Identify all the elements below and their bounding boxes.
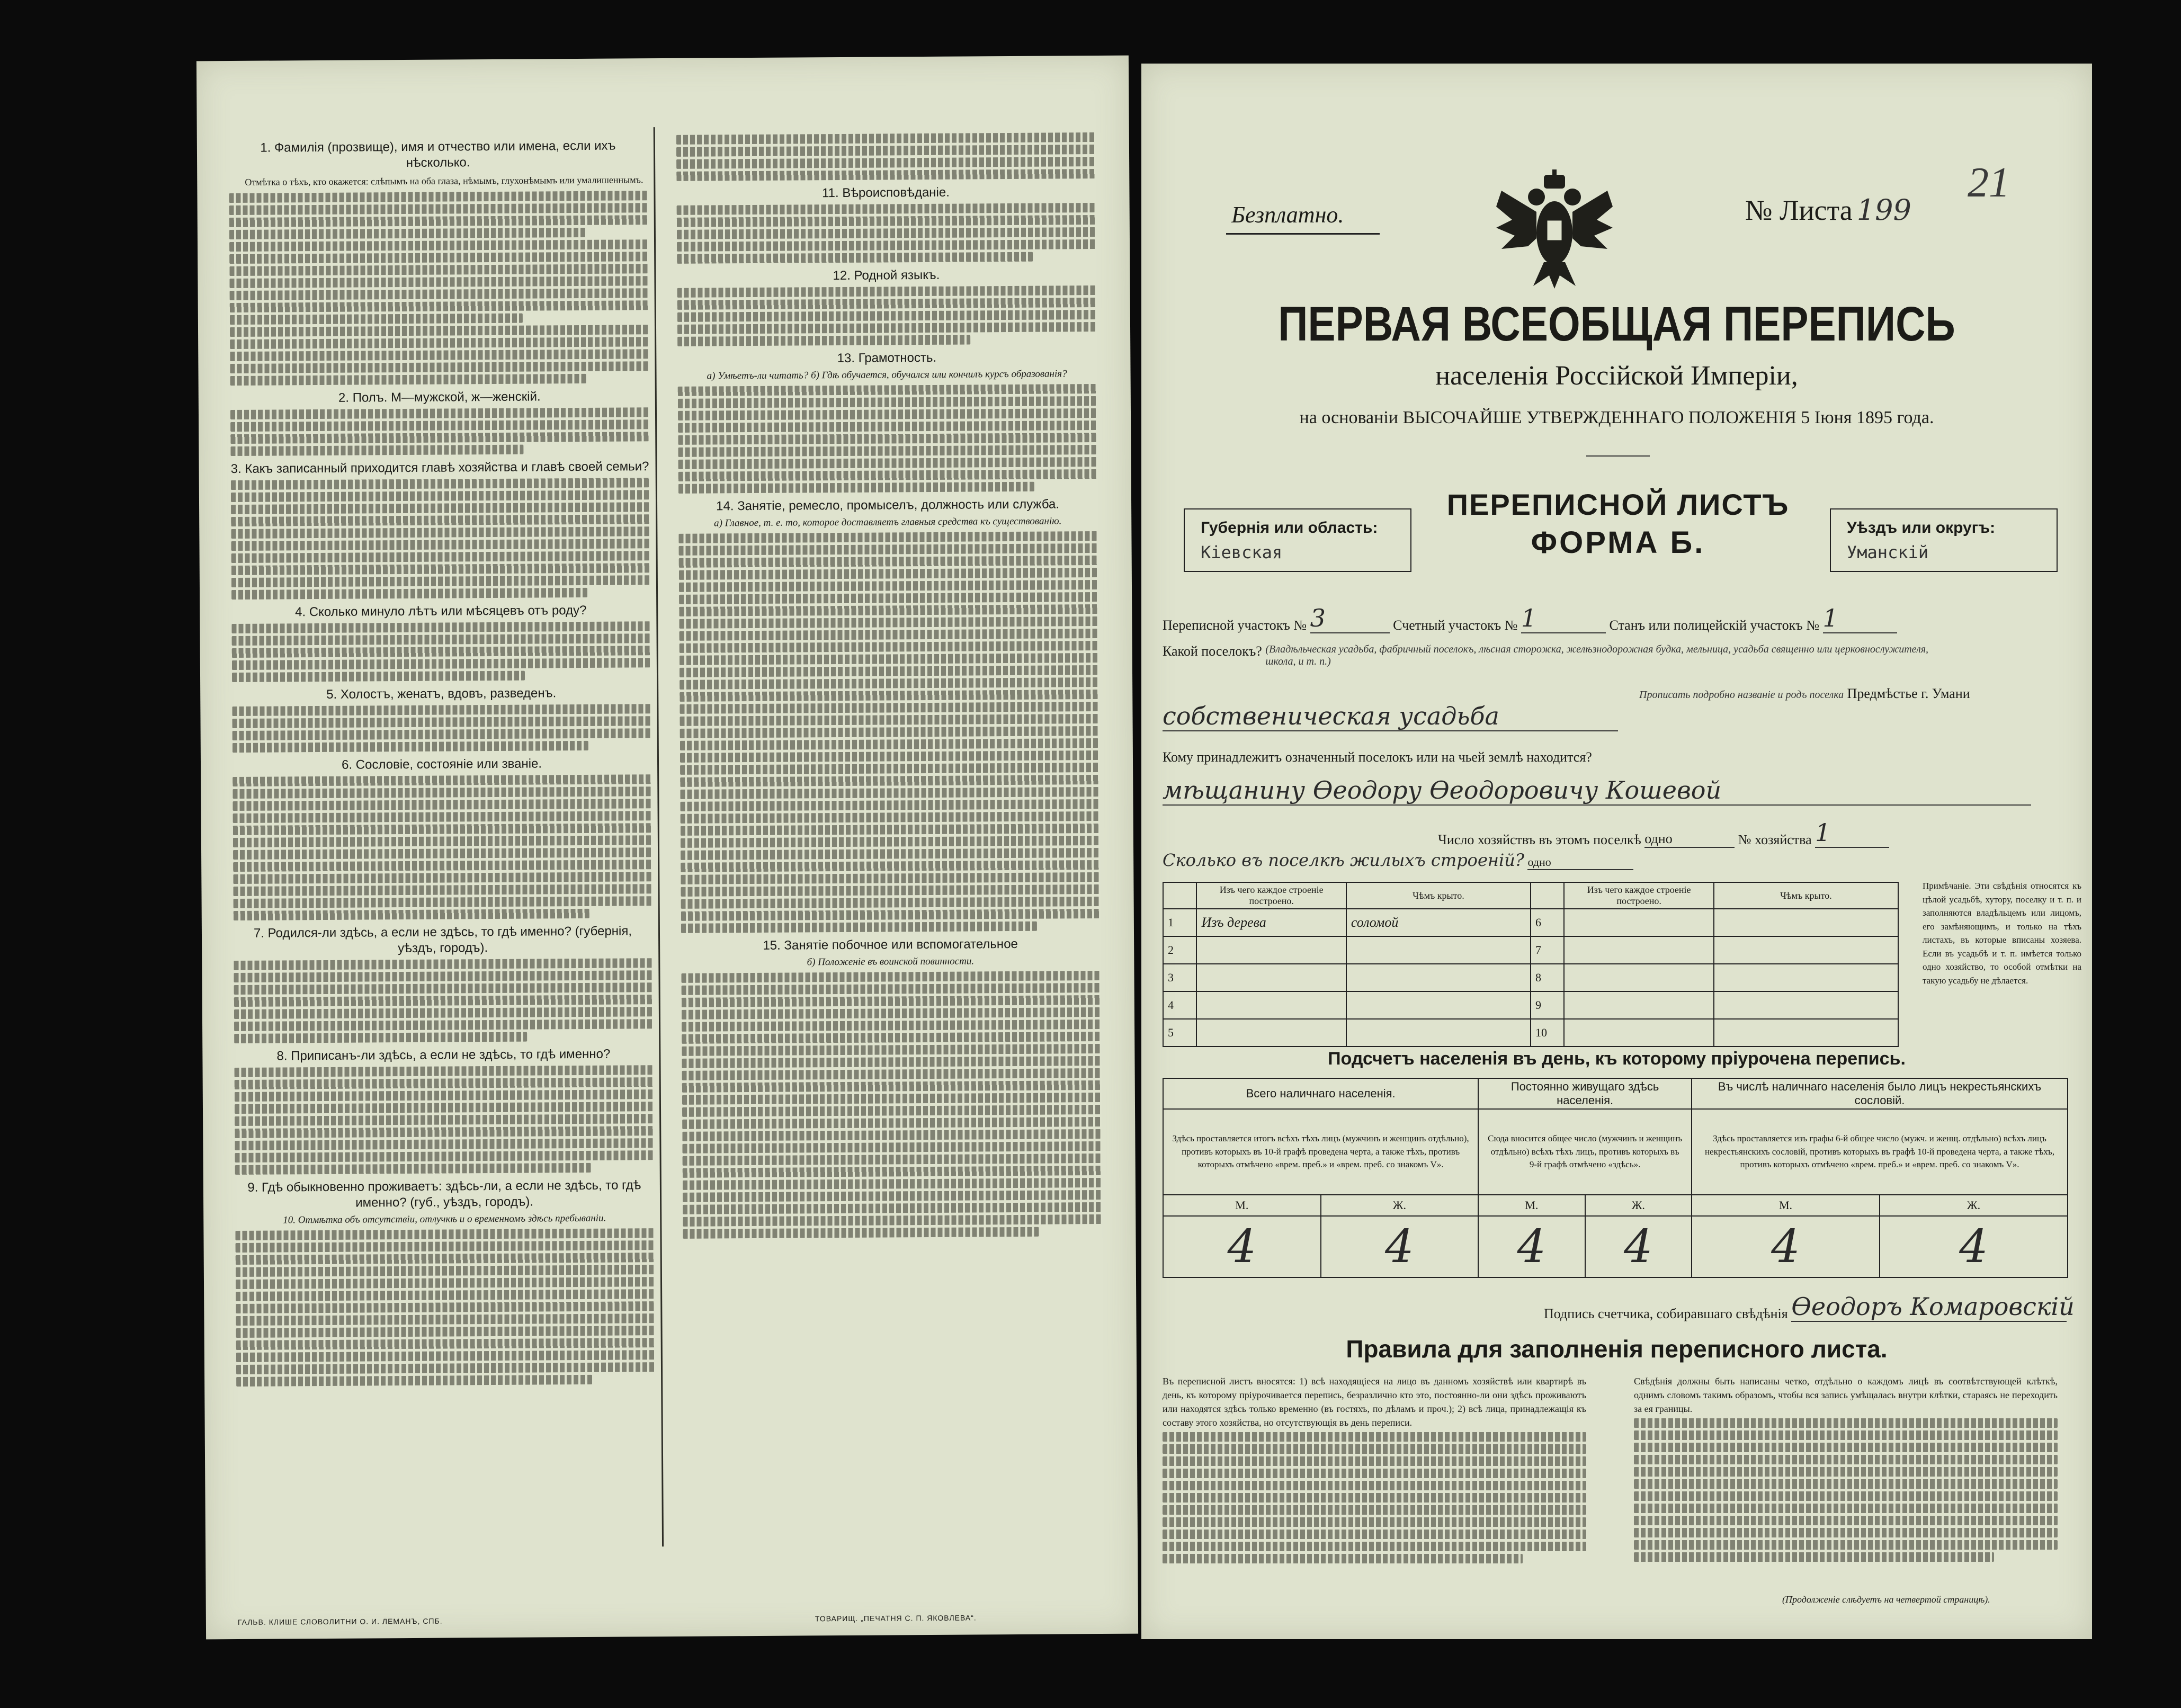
total-present-description: Здѣсь проставляется итогъ всѣхъ тѣхъ лицъ (мужчинъ и женщинъ отдѣльно), противъ которыхъ въ 10-й графѣ проведена черта, а также тѣхъ, противъ которыхъ отмѣчено «врем. преб.» и «врем. преб. со знакомъ V». (1163, 1109, 1478, 1195)
row-number: 8 (1531, 964, 1564, 991)
land-owner-value: мѣщанину Ѳеодору Ѳеодоровичу Кошевой (1163, 776, 2031, 806)
male-label: М. (1478, 1195, 1585, 1216)
corner-number: 21 (1968, 159, 2010, 206)
total-present-header: Всего наличнаго населенія. (1163, 1078, 1478, 1109)
instruction-heading-5: 5. Холостъ, женатъ, вдовъ, разведенъ. (326, 686, 557, 702)
permanent-residents-description: Сюда вносится общее число (мужчинъ и женщинъ отдѣльно) всѣхъ тѣхъ лицъ, противъ которыхъ въ 9-й графѣ отмѣчено «здѣсь». (1478, 1109, 1692, 1195)
instruction-heading-2: 2. Полъ. М—мужской, ж—женскій. (338, 389, 541, 405)
count-table-sex-row (1163, 1195, 2068, 1216)
household-no-label: № хозяйства (1738, 832, 1812, 847)
buildings-value: одно (1527, 855, 1633, 870)
district-box (1830, 508, 2058, 572)
roof-header: Чѣмъ крыто. (1346, 882, 1531, 909)
row-number: 10 (1531, 1019, 1564, 1047)
rules-column-right (1634, 1374, 2058, 1564)
male-label: М. (1163, 1195, 1321, 1216)
signature-value: Ѳеодоръ Комаровскій (1791, 1292, 2075, 1321)
buildings-note: Примѣчаніе. Эти свѣдѣнія относятся къ цѣлой усадьбѣ, хутору, поселку и т. п. и заполняются владѣльцемъ или лицомъ, его замѣняющимъ, и только на тѣхъ листахъ, въ которые вписаны хозяева. Если въ усадьбѣ и т. п. имѣется только одно хозяйство, то особой отмѣтки на такую усадьбу не дѣлается. (1923, 881, 2081, 986)
printer-imprint-left: ГАЛЬВ. КЛИШЕ СЛОВОЛИТНИ О. И. ЛЕМАНЪ, СПБ. (237, 1616, 443, 1626)
building-roof (1714, 909, 1898, 936)
permanent-female: 4 (1585, 1216, 1692, 1277)
district-value: Уманскій (1847, 542, 1929, 562)
enumerator-signature-row (1544, 1292, 2075, 1322)
instruction-heading-6: 6. Сословіе, состояніе или званіе. (341, 756, 542, 772)
settlement-place: Предмѣстье г. Умани (1847, 686, 1970, 701)
table-row (1163, 991, 1898, 1019)
buildings-table-header (1163, 882, 1898, 909)
instruction-sub-14: а) Главное, т. е. то, которое доставляетъ главныя средства къ существованію. (714, 515, 1062, 529)
non-peasant-description: Здѣсь проставляется изъ графы 6-й общее число (мужч. и женщ. отдѣльно) всѣхъ лицъ некрестьянскихъ сословій, противъ которыхъ въ графѣ 10-й проведена черта, а также тѣхъ, противъ которыхъ отмѣчено «врем. преб.» и «врем. преб. со знакомъ V». (1692, 1109, 2068, 1195)
instruction-heading-14: 14. Занятіе, ремесло, промыселъ, должность или служба. (716, 497, 1060, 514)
district-label: Уѣздъ или округъ: (1847, 519, 1996, 536)
form-title: ФОРМА Б. (1531, 525, 1705, 560)
table-row (1163, 1019, 1898, 1047)
female-label: Ж. (1321, 1195, 1479, 1216)
free-label: Безплатно. (1231, 202, 1344, 228)
land-owner-label: Кому принадлежитъ означенный поселокъ или на чьей землѣ находится? (1163, 749, 1592, 765)
male-label: М. (1692, 1195, 1880, 1216)
stan-value: 1 (1823, 604, 1897, 633)
settlement-value: собственическая усадьба (1163, 702, 1618, 731)
printer-imprint-right: ТОВАРИЩ. „ПЕЧАТНЯ С. П. ЯКОВЛЕВА“. (815, 1613, 977, 1623)
row-number: 5 (1163, 1019, 1196, 1047)
count-area-label: Счетный участокъ № (1393, 618, 1518, 633)
row-number: 9 (1531, 991, 1564, 1019)
left-page (196, 56, 1138, 1640)
signature-label: Подпись счетчика, собиравшаго свѣдѣнія (1544, 1306, 1788, 1321)
building-material (1564, 909, 1713, 936)
sheet-number-value: 199 (1856, 193, 1911, 227)
land-owner-value-row (1163, 776, 2031, 806)
settlement-label: Какой поселокъ? (1163, 643, 1262, 659)
table-row (1163, 964, 1898, 991)
buildings-table (1163, 882, 1899, 1047)
table-row (1163, 936, 1898, 964)
material-header: Изъ чего каждое строеніе построено. (1196, 882, 1346, 909)
census-legal-basis: на основаніи ВЫСОЧАЙШЕ УТВЕРЖДЕННАГО ПОЛОЖЕНІЯ 5 Іюня 1895 года. (1299, 408, 1934, 427)
rules-left-text: Въ переписной листъ вносятся: 1) всѣ находящіеся на лицо въ данномъ хозяйствѣ или квартирѣ въ день, къ которому пріурочивается перепись, безразлично кто это, постоянно-ли они здѣсь проживаютъ или находятся здѣсь только временно (въ гостяхъ, по дѣламъ и проч.); 2) всѣ лица, принадлежащія къ составу этого хозяйства, но отсутствующія въ день переписи. (1163, 1376, 1586, 1428)
total-present-male: 4 (1163, 1216, 1321, 1277)
buildings-row (1163, 850, 1633, 870)
buildings-label: Сколько въ поселкѣ жилыхъ строеній? (1163, 850, 1524, 870)
population-count-title: Подсчетъ населенія въ день, къ которому пріурочена перепись. (1328, 1049, 1906, 1069)
row-number: 7 (1531, 936, 1564, 964)
instruction-sub-13: а) Умѣетъ-ли читать? б) Гдѣ обучается, обучался или кончилъ курсъ образованія? (707, 368, 1067, 382)
households-value: одно (1644, 831, 1735, 848)
households-label: Число хозяйствъ въ этомъ поселкѣ (1438, 832, 1641, 847)
row-number: 3 (1163, 964, 1196, 991)
count-table-values (1163, 1216, 2068, 1277)
instruction-heading-8: 8. Приписанъ-ли здѣсь, а если не здѣсь, то гдѣ именно? (276, 1047, 611, 1063)
sheet-number (1745, 193, 1911, 227)
column-divider (654, 127, 664, 1546)
stan-label: Станъ или полицейскій участокъ № (1609, 618, 1820, 633)
sheet-number-label: № Листа (1745, 194, 1853, 226)
instruction-heading-11: 11. Вѣроисповѣданіе. (821, 185, 950, 201)
rules-column-left (1163, 1374, 1586, 1566)
building-roof: соломой (1346, 909, 1531, 936)
non-peasant-male: 4 (1692, 1216, 1880, 1277)
non-peasant-female: 4 (1880, 1216, 2068, 1277)
census-subtitle: населенія Россійской Имперіи, (1435, 361, 1798, 391)
instruction-heading-3: 3. Какъ записанный приходится главѣ хозяйства и главѣ своей семьи? (230, 459, 649, 477)
province-box (1184, 508, 1411, 572)
census-title: ПЕРВАЯ ВСЕОБЩАЯ ПЕРЕПИСЬ (1278, 297, 1955, 351)
instruction-heading-10: 10. Отмѣтка объ отсутствіи, отлучкѣ и о временномъ здѣсь пребываніи. (283, 1212, 606, 1226)
settlement-value-row (1163, 686, 1970, 702)
sheet-title-block (1385, 487, 1851, 560)
area-row (1163, 604, 1897, 633)
instruction-heading-9: 9. Гдѣ обыкновенно проживаетъ: здѣсь-ли, а если не здѣсь, то гдѣ именно? (губ., уѣздъ, городъ). (247, 1178, 641, 1210)
instruction-heading-7: 7. Родился-ли здѣсь, а если не здѣсь, то гдѣ именно? (губернія, уѣздъ, городъ). (253, 924, 632, 956)
roof-header-2: Чѣмъ крыто. (1714, 882, 1898, 909)
row-number: 2 (1163, 936, 1196, 964)
row-number: 6 (1531, 909, 1564, 936)
female-label: Ж. (1585, 1195, 1692, 1216)
rules-title: Правила для заполненія переписного листа. (1346, 1335, 1888, 1363)
instruction-heading-13: 13. Грамотность. (837, 350, 937, 366)
settlement-hint: (Владѣльческая усадьба, фабричный поселокъ, лѣсная сторожка, желѣзнодорожная будка, мельница, усадьба священно или церковнослужителя, школа, и т. п.) (1265, 643, 1929, 667)
census-sheet-title: ПЕРЕПИСНОЙ ЛИСТЪ (1446, 488, 1790, 521)
instruction-sub-15: б) Положеніе въ воинской повинности. (807, 955, 975, 968)
non-peasant-header: Въ числѣ наличнаго населенія было лицъ некрестьянскихъ сословій. (1692, 1078, 2068, 1109)
row-number: 4 (1163, 991, 1196, 1019)
count-area-value: 1 (1521, 604, 1606, 633)
population-count-table (1163, 1078, 2068, 1278)
instruction-heading-15: 15. Занятіе побочное или вспомогательное (763, 936, 1018, 953)
female-label: Ж. (1880, 1195, 2068, 1216)
instructions-column-1 (229, 132, 655, 1389)
title-divider (1586, 455, 1650, 457)
province-label: Губернія или область: (1201, 519, 1378, 536)
free-underline (1226, 233, 1380, 235)
total-present-female: 4 (1321, 1216, 1479, 1277)
continuation-note: (Продолженіе слѣдуетъ на четвертой страницѣ). (1782, 1594, 1990, 1605)
instructions-column-2 (676, 130, 1102, 1241)
rules-right-text: Свѣдѣнія должны быть написаны четко, отдѣльно о каждомъ лицѣ въ соотвѣтствующей клѣткѣ, однимъ словомъ такимъ образомъ, чтобы вся запись умѣщалась внутри клѣтки, стараясь не переходить за ея границы. (1634, 1376, 2058, 1415)
province-value: Кіевская (1201, 542, 1283, 562)
count-table-description (1163, 1109, 2068, 1195)
instruction-heading-1: 1. Фамилія (прозвище), имя и отчество или имена, если ихъ нѣсколько. (260, 138, 616, 170)
census-area-label: Переписной участокъ № (1163, 618, 1307, 633)
table-row (1163, 909, 1898, 936)
census-area-value: 3 (1310, 604, 1390, 633)
household-no-value: 1 (1815, 818, 1889, 848)
material-header-2: Изъ чего каждое строеніе построено. (1564, 882, 1713, 909)
settlement-handwritten-row (1163, 702, 1618, 731)
permanent-residents-header: Постоянно живущаго здѣсь населенія. (1478, 1078, 1692, 1109)
instruction-heading-4: 4. Сколько минуло лѣтъ или мѣсяцевъ отъ роду? (295, 603, 587, 620)
households-row (1438, 818, 1889, 848)
settlement-hint-2: Прописать подробно названіе и родъ поселка (1639, 689, 1844, 701)
double-headed-eagle-icon (1491, 169, 1618, 294)
land-owner-row (1163, 749, 1592, 765)
instruction-heading-12: 12. Родной языкъ. (833, 267, 940, 283)
right-page (1141, 64, 2092, 1639)
building-material: Изъ дерева (1196, 909, 1346, 936)
settlement-row (1163, 643, 1959, 668)
row-number: 1 (1163, 909, 1196, 936)
instruction-text-1: Отмѣтка о тѣхъ, кто окажется: слѣпымъ на оба глаза, нѣмымъ, глухонѣмымъ или умалишеннымъ. (245, 174, 643, 187)
permanent-male: 4 (1478, 1216, 1585, 1277)
count-table-header (1163, 1078, 2068, 1109)
